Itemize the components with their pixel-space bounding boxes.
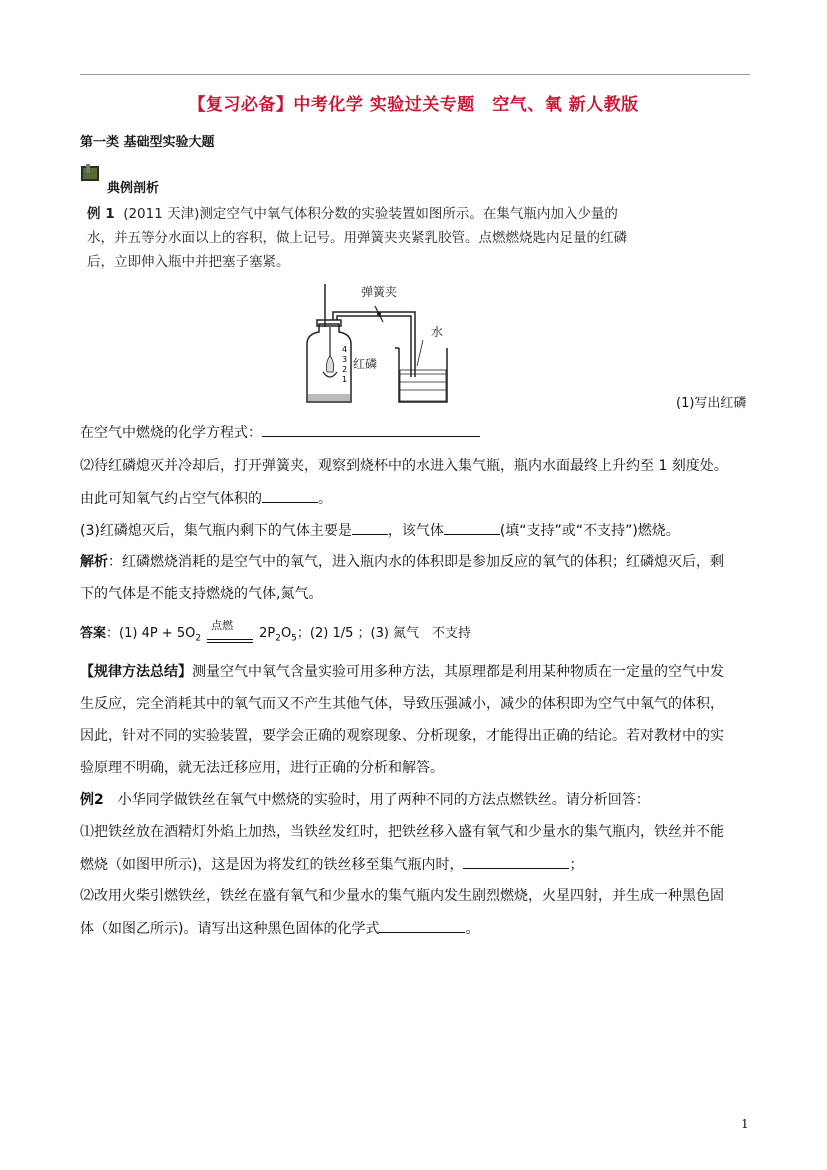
example2-intro-text: 小华同学做铁丝在氧气中燃烧的实验时，用了两种不同的方法点燃铁丝。请分析回答：: [103, 792, 650, 808]
answer-sub-2: 2: [275, 633, 281, 644]
condition-label: 点燃: [211, 618, 234, 632]
page-number: 1: [741, 1117, 749, 1131]
ex2-q2-answer-blank[interactable]: [379, 918, 465, 933]
ex2-q1-end: ；: [569, 857, 584, 873]
mark-2: 2: [342, 365, 348, 374]
answer-sub-1: 2: [195, 633, 202, 644]
q3-text-a: (3)红磷熄灭后，集气瓶内剩下的气体主要是: [80, 523, 352, 539]
q2-end: 。: [318, 491, 332, 507]
q1-lead: (1)写出红磷: [676, 396, 747, 411]
label-water: 水: [431, 325, 444, 339]
q3-text-c: (填“支持”或“不支持”)燃烧。: [499, 523, 680, 539]
example2-intro: [80, 790, 650, 810]
example1-label: 例 1: [87, 206, 115, 222]
q2-text: 由此可知氧气约占空气体积的: [80, 491, 262, 507]
section-heading: 第一类 基础型实验大题: [80, 135, 215, 150]
analysis-label: 解析: [80, 554, 108, 570]
q1-line: [80, 422, 480, 443]
ex2-q1-text: 燃烧（如图甲所示)，这是因为将发红的铁丝移至集气瓶内时，: [80, 857, 464, 873]
example2-label: 例2: [80, 792, 104, 808]
q3-text-b: ，该气体: [387, 523, 444, 539]
method-label: 【规律方法总结】: [80, 664, 192, 680]
example1-text-line2: 水，并五等分水面以上的容积，做上记号。用弹簧夹夹紧乳胶管。点燃燃烧匙内足量的红磷: [87, 230, 627, 246]
book-icon: [80, 163, 100, 183]
ex2-q1-answer-blank[interactable]: [463, 854, 569, 869]
answer-part-d: ；(2) 1/5 ；(3) 氮气 不支持: [296, 626, 472, 641]
analysis-line2: 下的气体是不能支持燃烧的气体,氮气。: [80, 586, 323, 602]
example1-text-line1: (2011 天津)测定空气中氧气体积分数的实验装置如图所示。在集气瓶内加入少量的: [123, 206, 618, 222]
example1-text-line3: 后，立即伸入瓶中并把塞子塞紧。: [87, 254, 290, 270]
answer-part-c: O: [280, 626, 292, 641]
q1-answer-blank[interactable]: [262, 422, 480, 437]
method-line3: 因此，针对不同的实验装置，要学会正确的观察现象、分析现象，才能得出正确的结论。若对教材中的实: [80, 728, 724, 744]
answer-part-b: 2P: [259, 626, 276, 641]
answer-line: [80, 618, 472, 649]
q3-line: [80, 520, 680, 541]
q2-line1: ⑵待红磷熄灭并冷却后，打开弹簧夹，观察到烧杯中的水进入集气瓶，瓶内水面最终上升约至 1 刻度处。: [80, 458, 728, 474]
q3-answer-blank-1[interactable]: [352, 520, 388, 535]
ex2-q2-end: 。: [465, 921, 480, 937]
label-red-phosphorus: 红磷: [353, 357, 378, 371]
analysis-text1: ：红磷燃烧消耗的是空气中的氧气，进入瓶内水的体积即是参加反应的氧气的体积；红磷熄灭后，剩: [108, 554, 724, 570]
apparatus-diagram: [295, 282, 455, 412]
example-heading: 典例剖析: [107, 181, 160, 196]
mark-3: 3: [342, 355, 348, 364]
analysis-line1: [80, 552, 724, 572]
method-line4: 验原理不明确，就无法迁移应用，进行正确的分析和解答。: [80, 760, 444, 776]
header-rule: [80, 74, 750, 75]
label-spring-clip: 弹簧夹: [361, 285, 398, 299]
method-line2: 生反应，完全消耗其中的氧气而又不产生其他气体，导致压强减小，减少的体积即为空气中氧气的体积，: [80, 696, 724, 712]
ex2-q1-line1: ⑴把铁丝放在酒精灯外焰上加热，当铁丝发红时，把铁丝移入盛有氧气和少量水的集气瓶内，铁丝并不能: [80, 824, 724, 840]
mark-4: 4: [342, 345, 348, 354]
page-title: 【复习必备】中考化学 实验过关专题 空气、氧 新人教版: [188, 95, 639, 115]
answer-part-a: ：(1) 4P + 5O: [106, 626, 196, 641]
mark-1: 1: [342, 375, 348, 384]
ex2-q2-line2: [80, 918, 479, 939]
q3-answer-blank-2[interactable]: [444, 520, 500, 535]
reaction-condition: [207, 618, 253, 649]
method-text1: 测量空气中氧气含量实验可用多种方法，其原理都是利用某种物质在一定量的空气中发: [192, 664, 724, 680]
ex2-q2-text: 体（如图乙所示)。请写出这种黑色固体的化学式: [80, 921, 380, 937]
q1-text: 在空气中燃烧的化学方程式：: [80, 425, 262, 441]
q2-answer-blank[interactable]: [262, 488, 318, 503]
ex2-q2-line1: ⑵改用火柴引燃铁丝，铁丝在盛有氧气和少量水的集气瓶内发生剧烈燃烧，火星四射，并生成一种黑色固: [80, 888, 724, 904]
answer-sub-3: 5: [291, 633, 297, 644]
answer-label: 答案: [80, 626, 107, 641]
method-line1: [80, 662, 724, 682]
ex2-q1-line2: [80, 854, 583, 875]
example1-statement: [87, 202, 672, 274]
q2-line2: [80, 488, 332, 509]
